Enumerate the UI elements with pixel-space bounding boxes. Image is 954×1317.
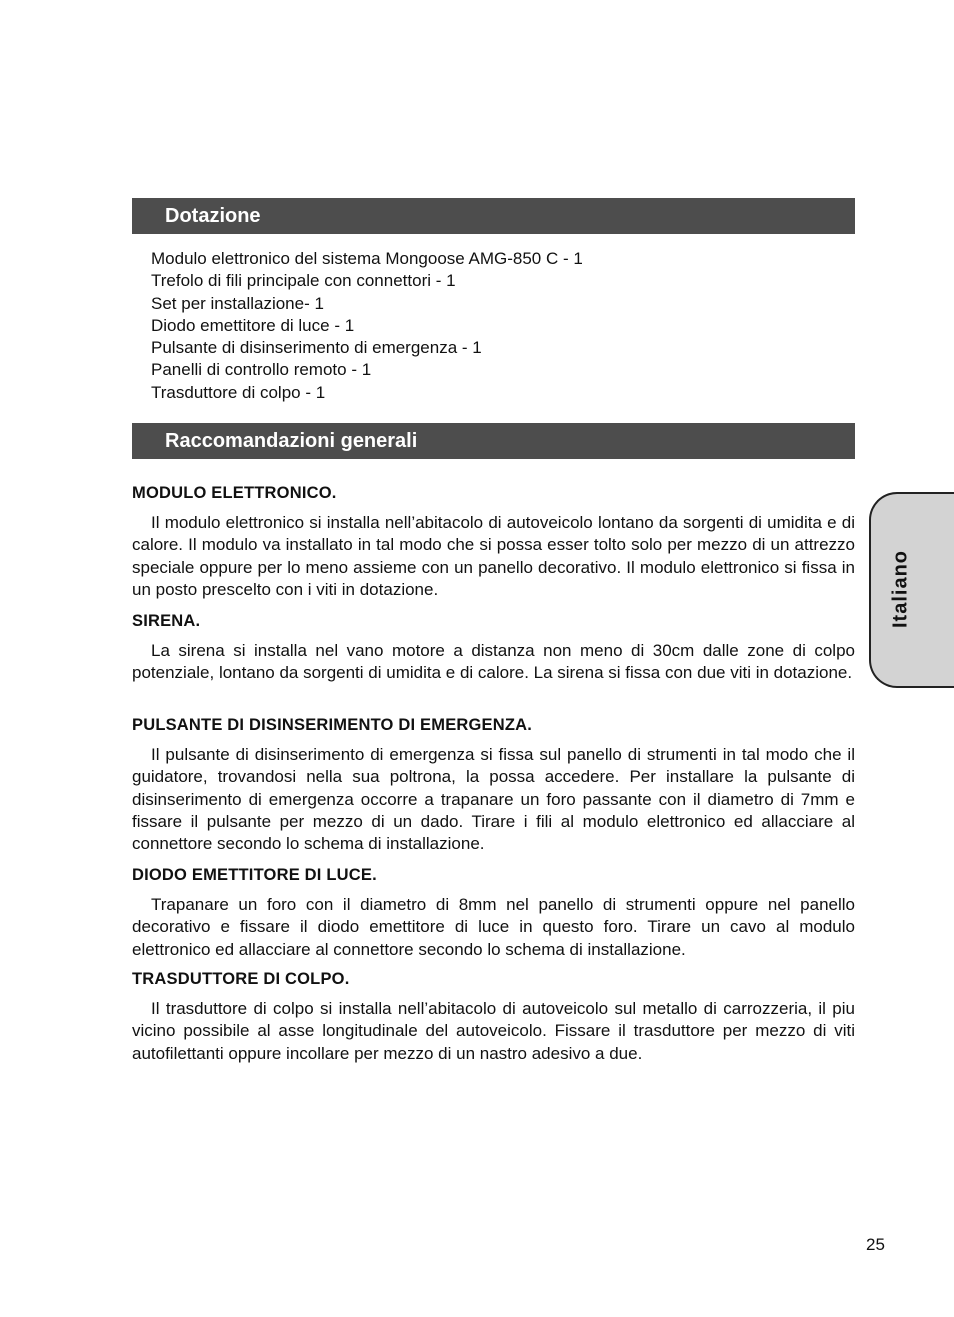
list-item: Trefolo di fili principale con connettori - 1 (151, 271, 456, 291)
subsection-heading: SIRENA. (132, 612, 201, 630)
subsection-modulo-elettronico (132, 482, 855, 601)
list-item: Trasduttore di colpo - 1 (151, 382, 326, 402)
subsection-heading: TRASDUTTORE DI COLPO. (132, 970, 350, 988)
subsection-diodo (132, 864, 855, 961)
equipment-list (151, 248, 583, 404)
subsection-body: Il modulo elettronico si installa nell’abitacolo di autoveicolo lontano da sorgenti di umidita e di calore. Il modulo va installato in tal modo che si possa esser tolto solo per mezzo di un attrezzo speciale oppure per lo meno assieme con un panello decorativo. Il modulo elettronico si fissa in un posto prescelto con i viti in dotazione. (132, 513, 855, 599)
subsection-trasduttore (132, 968, 855, 1065)
subsection-body: Il pulsante di disinserimento di emergenza si fissa sul panello di strumenti in tal modo che il guidatore, trovandosi nella sua poltrona, la possa accedere. Per installare la pulsante di disinserimento di emergenza occorre a trapanare un foro passante con il diametro di 7mm e fissare il pulsante per mezzo di un dado. Tirare i fili al modulo elettronico ed allacciare al connettore secondo lo schema di installazione. (132, 745, 855, 854)
subsection-body: La sirena si installa nel vano motore a distanza non meno di 30cm dalle zone di colpo potenziale, lontano da sorgenti di umidita e di calore. La sirena si fissa con due viti in dotazione. (132, 641, 855, 683)
list-item: Pulsante di disinserimento di emergenza - 1 (151, 338, 482, 358)
section-header-raccomandazioni (132, 423, 855, 459)
subsection-sirena (132, 610, 855, 685)
section-title: Raccomandazioni generali (165, 430, 418, 452)
subsection-pulsante-emergenza (132, 714, 855, 855)
list-item: Diodo emettitore di luce - 1 (151, 315, 355, 335)
list-item: Modulo elettronico del sistema Mongoose AMG-850 C - 1 (151, 249, 583, 268)
section-title: Dotazione (165, 205, 261, 227)
language-tab-label: Italiano (889, 549, 912, 629)
subsection-heading: MODULO ELETTRONICO. (132, 484, 337, 502)
list-item: Panelli di controllo remoto - 1 (151, 360, 372, 380)
list-item: Set per installazione- 1 (151, 293, 324, 313)
section-header-dotazione (132, 198, 855, 234)
page-number: 25 (866, 1235, 885, 1254)
subsection-body: Il trasduttore di colpo si installa nell’abitacolo di autoveicolo sul metallo di carrozzeria, il piu vicino possibile al asse longitudinale del autoveicolo. Fissare il trasduttore per mezzo di viti autofilettanti oppure incollare per mezzo di un nastro adesivo a due. (132, 999, 855, 1063)
subsection-heading: DIODO EMETTITORE DI LUCE. (132, 866, 377, 884)
subsection-heading: PULSANTE DI DISINSERIMENTO DI EMERGENZA. (132, 716, 533, 734)
subsection-body: Trapanare un foro con il diametro di 8mm nel panello di strumenti oppure nel panello decorativo e fissare il diodo emettitore di luce in questo foro. Tirare un cavo al modulo elettronico ed allacciare al connettore secondo lo schema di installazione. (132, 895, 855, 959)
